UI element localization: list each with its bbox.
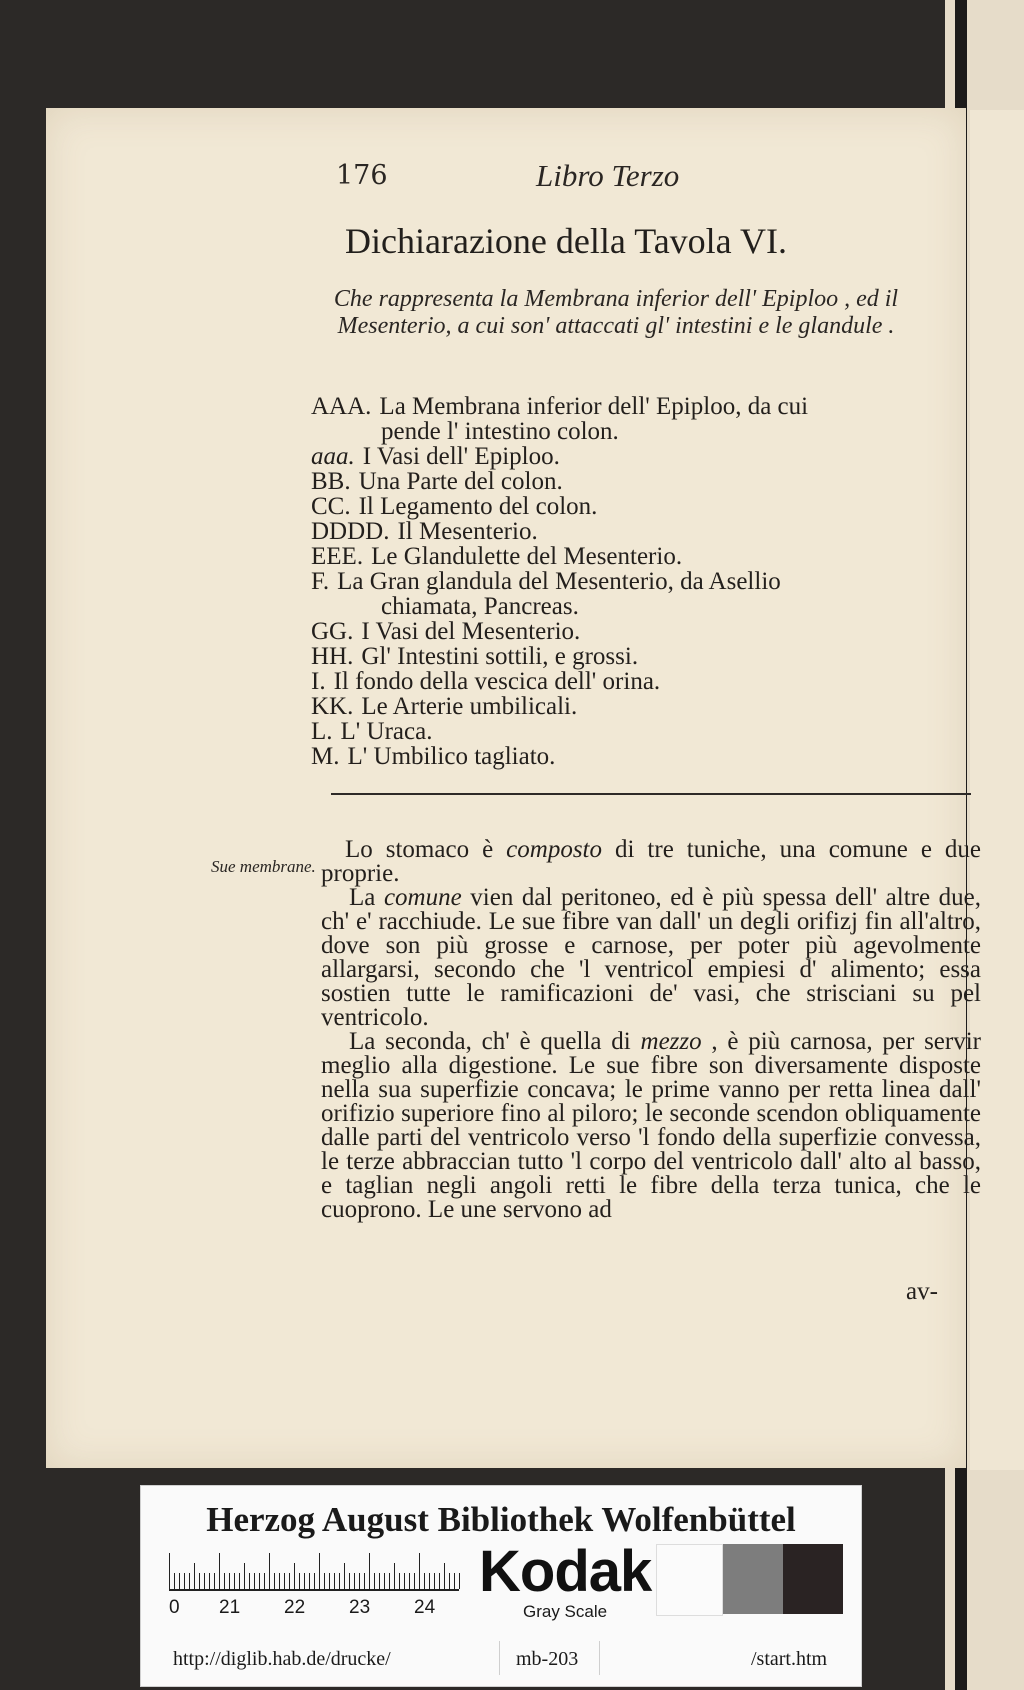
legend-key: HH.: [311, 643, 354, 670]
ruler-tick: [404, 1573, 405, 1589]
ruler-tick: [179, 1573, 180, 1589]
legend-key: CC.: [311, 493, 351, 520]
url-right: /start.htm: [751, 1648, 828, 1670]
legend-key: I.: [311, 668, 326, 695]
ruler-tick: [324, 1573, 325, 1589]
legend-key: KK.: [311, 693, 354, 720]
ruler-ticks: [169, 1549, 459, 1591]
legend-key: aaa.: [311, 443, 355, 470]
text-run-italic: composto: [506, 836, 602, 863]
ruler-tick: [379, 1573, 380, 1589]
ruler-tick: [184, 1573, 185, 1589]
ruler-tick: [234, 1573, 235, 1589]
ruler-tick: [314, 1573, 315, 1589]
legend-text: L' Uraca.: [340, 718, 433, 745]
paragraph: [321, 886, 981, 1030]
ruler-tick: [374, 1573, 375, 1589]
library-color-bar: [140, 1485, 862, 1687]
ruler-tick: [284, 1573, 285, 1589]
ruler-tick: [344, 1563, 345, 1589]
legend-text: I Vasi dell' Epiploo.: [362, 443, 560, 470]
legend-text-continued: chiamata, Pancreas.: [381, 593, 579, 620]
ruler-tick: [194, 1563, 195, 1589]
legend-key: AAA.: [311, 393, 372, 420]
legend-key: EEE.: [311, 543, 364, 570]
library-name: Herzog August Bibliothek Wolfenbüttel: [206, 1500, 796, 1539]
legend-text: I Vasi del Mesenterio.: [361, 618, 581, 645]
ruler-tick: [204, 1573, 205, 1589]
plate-legend: [311, 394, 971, 769]
legend-text: Il Legamento del colon.: [358, 493, 598, 520]
legend-text: L' Umbilico tagliato.: [347, 743, 556, 770]
ruler-tick: [349, 1573, 350, 1589]
ruler-tick: [169, 1553, 170, 1589]
text-run: Lo stomaco è: [345, 836, 494, 863]
legend-text: La Membrana inferior dell' Epiploo, da cui: [379, 393, 809, 420]
ruler-tick: [289, 1573, 290, 1589]
ruler-tick: [364, 1573, 365, 1589]
ruler-tick: [264, 1573, 265, 1589]
ruler-tick: [399, 1573, 400, 1589]
ruler-tick: [224, 1573, 225, 1589]
ruler-tick: [449, 1573, 450, 1589]
ruler-tick: [274, 1573, 275, 1589]
ruler-tick: [414, 1573, 415, 1589]
ruler-tick: [199, 1573, 200, 1589]
ruler-tick: [419, 1553, 420, 1589]
legend-item: [311, 644, 971, 669]
legend-item: [311, 394, 971, 444]
ruler-tick: [459, 1573, 460, 1589]
legend-item: [311, 744, 971, 769]
plate-subtitle: Che rappresenta la Membrana inferior dell' Epiploo , ed il Mesenterio, a cui son' attaccati gl' intestini e le glandule .: [333, 286, 899, 339]
ruler-tick: [319, 1553, 320, 1589]
page-number: 176: [336, 160, 388, 191]
body-text: [321, 838, 981, 1222]
ruler-tick: [249, 1573, 250, 1589]
ruler-tick: [269, 1553, 270, 1589]
legend-item: [311, 694, 971, 719]
ruler-number: 24: [414, 1597, 436, 1618]
ruler-number: 22: [284, 1597, 306, 1618]
legend-key: DDDD.: [311, 518, 390, 545]
legend-text: Il fondo della vescica dell' orina.: [333, 668, 661, 695]
ruler-tick: [299, 1573, 300, 1589]
gray-scale-label: Gray Scale: [523, 1602, 608, 1621]
text-run: di tre tuniche, una comune e due proprie.: [321, 836, 982, 887]
text-run-italic: mezzo: [640, 1028, 702, 1055]
legend-item: [311, 669, 971, 694]
ruler-tick: [359, 1573, 360, 1589]
ruler-tick: [329, 1573, 330, 1589]
legend-text: Gl' Intestini sottili, e grossi.: [361, 643, 639, 670]
ruler-number: 21: [219, 1597, 241, 1618]
ruler-tick: [434, 1573, 435, 1589]
ruler-tick: [309, 1573, 310, 1589]
gray-swatch-white: [656, 1544, 723, 1616]
legend-item: [311, 519, 971, 544]
ruler-tick: [389, 1573, 390, 1589]
gray-swatch-mid: [723, 1544, 783, 1614]
legend-text: Il Mesenterio.: [397, 518, 538, 545]
url-mid: mb-203: [516, 1648, 579, 1670]
ruler-tick: [334, 1573, 335, 1589]
gray-swatch-dark: [783, 1544, 843, 1614]
plate-title: Dichiarazione della Tavola VI.: [345, 221, 787, 261]
book-page: [46, 108, 982, 1468]
legend-key: F.: [311, 568, 330, 595]
divider: [499, 1641, 500, 1675]
text-run: La: [349, 884, 376, 911]
ruler-tick: [454, 1573, 455, 1589]
legend-text: La Gran glandula del Mesenterio, da Asellio: [337, 568, 781, 595]
legend-text: Le Glandulette del Mesenterio.: [371, 543, 683, 570]
ruler-tick: [214, 1573, 215, 1589]
ruler-tick: [409, 1573, 410, 1589]
legend-item: [311, 444, 971, 469]
divider: [599, 1641, 600, 1675]
legend-item: [311, 719, 971, 744]
next-page-edge: [970, 110, 1024, 1470]
margin-note: Sue membrane.: [211, 857, 316, 876]
legend-text: Le Arterie umbilicali.: [361, 693, 578, 720]
ruler-number: 23: [349, 1597, 371, 1618]
legend-item: [311, 469, 971, 494]
ruler-tick: [439, 1573, 440, 1589]
legend-text-continued: pende l' intestino colon.: [381, 418, 619, 445]
legend-item: [311, 619, 971, 644]
ruler-tick: [259, 1573, 260, 1589]
page-header: [336, 158, 836, 198]
text-run: La seconda, ch' è quella di: [349, 1028, 631, 1055]
running-head: Libro Terzo: [536, 158, 680, 193]
ruler-tick: [424, 1573, 425, 1589]
legend-key: GG.: [311, 618, 354, 645]
ruler-tick: [339, 1573, 340, 1589]
ruler-tick: [229, 1573, 230, 1589]
legend-key: M.: [311, 743, 340, 770]
text-run-italic: comune: [383, 884, 462, 911]
legend-item: [311, 569, 971, 619]
ruler-tick: [394, 1563, 395, 1589]
paragraph: [321, 1030, 981, 1222]
catchword: av-: [906, 1278, 938, 1305]
text-run: vien dal peritoneo, ed è più spessa dell' altre due, ch' e' racchiude. Le sue fibre van dall' un degli orifizj fin all'altro, dove son più grosse e carnose, per poter più agevolmente allargarsi, secondo che 'l ventricol empiesi d' alimento; essa sostien tutte le ramificazioni de' vasi, che strisciani su pel ventricolo.: [321, 884, 981, 1031]
ruler-tick: [444, 1563, 445, 1589]
ruler-tick: [304, 1573, 305, 1589]
ruler-tick: [279, 1573, 280, 1589]
legend-item: [311, 494, 971, 519]
ruler-tick: [239, 1573, 240, 1589]
scale-ruler: [169, 1549, 459, 1629]
section-rule: [331, 793, 971, 795]
ruler-number: 0: [169, 1597, 180, 1618]
ruler-tick: [354, 1573, 355, 1589]
legend-key: L.: [311, 718, 333, 745]
url-left: http://diglib.hab.de/drucke/: [173, 1648, 391, 1670]
paragraph: [321, 838, 981, 886]
ruler-tick: [219, 1553, 220, 1589]
ruler-tick: [174, 1573, 175, 1589]
text-run: , è più carnosa, per servir meglio alla digestione. Le sue fibre son diversamente disposte nella sua superfizie concava; le prime vanno per retta linea dall' orifizio superiore fino al piloro; le seconde scendon obliquamente dalle parti del ventricolo verso 'l fondo della superfizie convessa, le terze abbraccian tutto 'l corpo del ventricolo dall' alto al basso, e taglian negli angoli retti le fibre della terza tunica, che le cuoprono. Le une servono ad: [321, 1028, 982, 1223]
legend-item: [311, 544, 971, 569]
ruler-tick: [244, 1563, 245, 1589]
ruler-tick: [254, 1573, 255, 1589]
legend-key: BB.: [311, 468, 351, 495]
ruler-tick: [384, 1573, 385, 1589]
ruler-tick: [369, 1553, 370, 1589]
kodak-logo: Kodak: [479, 1539, 652, 1604]
ruler-tick: [429, 1573, 430, 1589]
ruler-tick: [189, 1573, 190, 1589]
legend-text: Una Parte del colon.: [358, 468, 563, 495]
ruler-tick: [209, 1573, 210, 1589]
ruler-tick: [294, 1563, 295, 1589]
